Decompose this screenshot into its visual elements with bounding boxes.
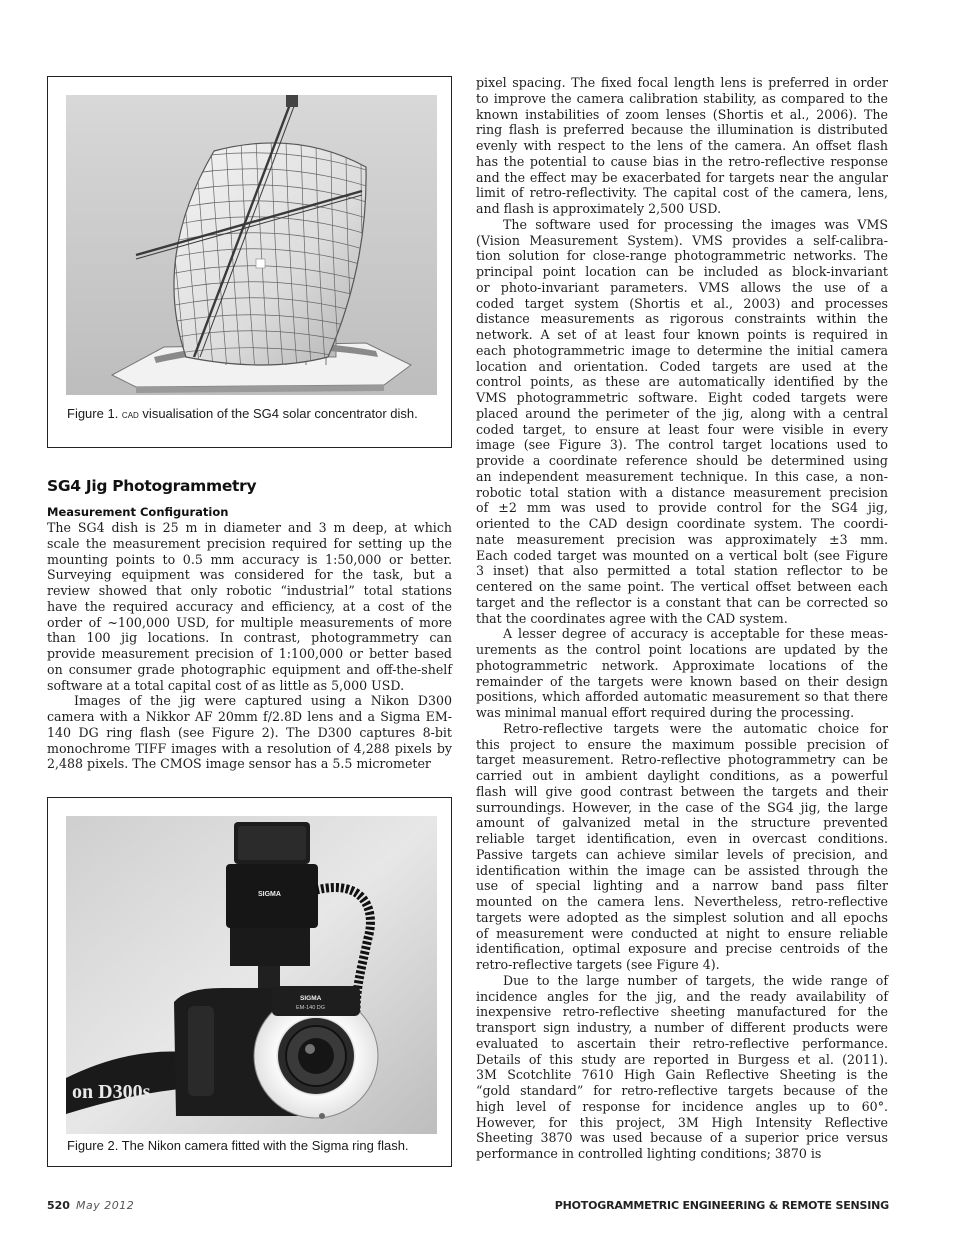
text-line: distance measurements as rigorous constraints within the bbox=[476, 311, 888, 327]
text-line: and the effect may be exacerbated for targets near the angular bbox=[476, 169, 888, 185]
figure-1 bbox=[47, 76, 452, 448]
text-line: principal point location can be included as block-invariant bbox=[476, 264, 888, 279]
text-line: flash will give good contrast between the targets and their bbox=[476, 783, 888, 799]
figure-1-image bbox=[66, 95, 437, 395]
text-line: However, for this project, 3M High Intensity Reflective bbox=[476, 1114, 888, 1130]
page-footer-left bbox=[47, 1199, 134, 1212]
text-line: each photogrammetric image to determine the initial camera bbox=[476, 342, 888, 358]
flash-brand-label: SIGMA bbox=[258, 891, 281, 898]
text-line: network. A set of at least four known points is required in bbox=[476, 327, 888, 342]
text-line: incidence angles for the jig, and the ready availability of bbox=[476, 988, 888, 1004]
text-line: carried out in ambient daylight conditions, as a powerful bbox=[476, 768, 888, 783]
text-line: this project to ensure the maximum possible precision of bbox=[476, 736, 888, 752]
figure-1-caption: Figure 1. cad visualisation of the SG4 solar concentrator dish. bbox=[67, 406, 418, 421]
text-line: camera with a Nikkor AF 20mm f/2.8D lens and a Sigma EM- bbox=[47, 709, 452, 724]
text-line: that the coordinates agree with the CAD system. bbox=[476, 610, 788, 626]
text-line: “gold standard” for retro-reflective targets because of the bbox=[476, 1083, 888, 1098]
text-line: nate measurement precision was approximately ±3 mm. bbox=[476, 531, 888, 547]
text-line: remainder of the targets were known based on their design bbox=[476, 673, 888, 689]
figure-2-image bbox=[66, 816, 437, 1134]
text-line: 3 inset) that also permitted a total station reflector to be bbox=[476, 563, 888, 579]
text-line: A lesser degree of accuracy is acceptable for these meas- bbox=[503, 626, 888, 642]
text-line: than 100 jig locations. In contrast, photogrammetry can bbox=[47, 630, 452, 646]
camera-photo bbox=[66, 816, 437, 1134]
text-line: control points, as these are automatically identified by the bbox=[476, 374, 888, 390]
text-line: targets were adopted as the simplest solution and all epochs bbox=[476, 909, 888, 925]
text-line: provide measurement precision of 1:100,000 or better based bbox=[47, 646, 452, 661]
figure-2 bbox=[47, 797, 452, 1167]
text-line: 2,488 pixels. The CMOS image sensor has a 5.5 micrometer bbox=[47, 756, 431, 772]
text-line: high level of response for incidence angles up to 60°. bbox=[476, 1098, 888, 1114]
text-line: review showed that only robotic “industrial” total stations bbox=[47, 583, 452, 598]
text-line: placed around the perimeter of the jig, along with a central bbox=[476, 405, 888, 421]
section-heading: SG4 Jig Photogrammetry bbox=[47, 477, 257, 495]
text-line: oriented to the CAD design coordinate system. The coordi- bbox=[476, 516, 888, 531]
text-line: Images of the jig were captured using a Nikon D300 bbox=[74, 693, 452, 709]
journal-name: PHOTOGRAMMETRIC ENGINEERING & REMOTE SENSING bbox=[554, 1199, 889, 1212]
text-line: The SG4 dish is 25 m in diameter and 3 m deep, at which bbox=[47, 520, 452, 535]
text-line: VMS photogrammetric software. Eight coded targets were bbox=[476, 390, 888, 405]
text-line: Due to the large number of targets, the wide range of bbox=[503, 972, 888, 988]
text-line: coded target system (Shortis et al., 2003) and processes bbox=[476, 295, 888, 311]
ring-flash-model-label: EM-140 DG bbox=[296, 1005, 326, 1011]
text-line: limit of retro-reflectivity. The capital cost of the camera, lens, bbox=[476, 185, 888, 201]
ring-flash-brand-label: SIGMA bbox=[300, 995, 322, 1002]
text-line: an independent measurement technique. In this case, a non- bbox=[476, 468, 888, 484]
text-line: inexpensive retro-reflective sheeting manufactured for the bbox=[476, 1004, 888, 1020]
text-line: location and orientation. Coded targets are used at the bbox=[476, 358, 888, 374]
figure-2-caption: Figure 2. The Nikon camera fitted with the Sigma ring flash. bbox=[67, 1138, 409, 1153]
right-column-text bbox=[476, 75, 888, 1162]
text-line: and flash is approximately 2,500 USD. bbox=[476, 201, 722, 216]
text-line: 3M Scotchlite 7610 High Gain Reflective Sheeting is the bbox=[476, 1067, 888, 1083]
text-line: has the potential to cause bias in the retro-reflective response bbox=[476, 153, 888, 169]
text-line: Surveying equipment was considered for the task, but a bbox=[47, 567, 452, 583]
text-line: amount of galvanized metal in the structure prevented bbox=[476, 815, 888, 831]
text-line: of measurement were conducted at night to ensure reliable bbox=[476, 925, 888, 941]
text-line: Retro-reflective targets were the automatic choice for bbox=[503, 720, 888, 736]
text-line: Details of this study are reported in Burgess et al. (2011). bbox=[476, 1051, 888, 1067]
text-line: mounted on the camera lens. Nevertheless, retro-reflective bbox=[476, 894, 888, 909]
text-line: target and the reflector is a constant that can be corrected so bbox=[476, 594, 888, 610]
text-line: to improve the camera calibration stability, as compared to the bbox=[476, 90, 888, 106]
text-line: reliable target identification, even in overcast conditions. bbox=[476, 831, 888, 846]
text-line: transport sign industry, a number of different products were bbox=[476, 1020, 888, 1035]
text-line: retro-reflective targets (see Figure 4). bbox=[476, 957, 720, 972]
text-line: on consumer grade photographic equipment and off-the-shelf bbox=[47, 661, 452, 677]
text-line: Each coded target was mounted on a vertical bolt (see Figure bbox=[476, 547, 888, 563]
text-line: tion solution for close-range photogrammetric networks. The bbox=[476, 248, 888, 264]
text-line: monochrome TIFF images with a resolution of 4,288 pixels by bbox=[47, 740, 452, 756]
text-line: centered on the same point. The vertical offset between each bbox=[476, 579, 888, 594]
text-line: evaluated to ascertain their retro-reflective performance. bbox=[476, 1035, 888, 1051]
text-line: (Vision Measurement System). VMS provides a self-calibra- bbox=[476, 232, 888, 248]
issue-date: May 2012 bbox=[75, 1199, 135, 1212]
text-line: coded target, to ensure at least four were visible in every bbox=[476, 421, 888, 437]
subsection-heading: Measurement Configuration bbox=[47, 505, 229, 519]
text-line: performance in controlled lighting conditions; 3870 is bbox=[476, 1146, 822, 1161]
text-line: evenly with respect to the lens of the camera. An offset flash bbox=[476, 138, 888, 153]
text-line: or photo-invariant parameters. VMS allows the use of a bbox=[476, 279, 888, 295]
text-line: robotic total station with a distance measurement precision bbox=[476, 484, 888, 500]
text-line: urements as the control point locations are updated by the bbox=[476, 642, 888, 657]
text-line: order of ~100,000 USD, for multiple measurements of more bbox=[47, 614, 452, 630]
text-line: The software used for processing the images was VMS bbox=[503, 216, 888, 232]
text-line: Passive targets can achieve similar levels of precision, and bbox=[476, 846, 888, 862]
page-number: 520 bbox=[47, 1199, 70, 1212]
text-line: photogrammetric network. Approximate locations of the bbox=[476, 657, 888, 673]
text-line: was minimal manual effort required during the processing. bbox=[476, 705, 855, 720]
text-line: pixel spacing. The fixed focal length lens is preferred in order bbox=[476, 75, 888, 90]
text-line: have the required accuracy and efficiency, at a cost of the bbox=[47, 598, 452, 614]
text-line: known instabilities of zoom lenses (Shortis et al., 2006). The bbox=[476, 106, 888, 122]
text-line: use of special lighting and a narrow band pass filter bbox=[476, 878, 888, 894]
text-line: Sheeting 3870 was used because of a superior price versus bbox=[476, 1130, 888, 1146]
left-column-text bbox=[47, 520, 452, 772]
text-line: ring flash is preferred because the illumination is distributed bbox=[476, 122, 888, 138]
text-line: mounting points to 0.5 mm accuracy is 1:50,000 or better. bbox=[47, 551, 452, 567]
text-line: positions, which afforded automatic measurement so that there bbox=[476, 689, 888, 705]
text-line: image (see Figure 3). The control target locations used to bbox=[476, 437, 888, 453]
text-line: software at a total capital cost of as little as 5,000 USD. bbox=[47, 677, 405, 693]
text-line: scale the measurement precision required for setting up the bbox=[47, 535, 452, 551]
solar-dish-render bbox=[66, 95, 437, 395]
text-line: 140 DG ring flash (see Figure 2). The D300 captures 8-bit bbox=[47, 724, 452, 740]
text-line: identification within the image can be assisted through the bbox=[476, 862, 888, 878]
text-line: identification, optimal exposure and precise centroids of the bbox=[476, 941, 888, 957]
text-line: of ±2 mm was used to provide control for the SG4 jig, bbox=[476, 500, 888, 516]
text-line: provide a coordinate reference should be determined using bbox=[476, 453, 888, 468]
text-line: target measurement. Retro-reflective photogrammetry can be bbox=[476, 752, 888, 768]
strap-label: on D300s bbox=[72, 1081, 151, 1103]
text-line: surroundings. However, in the case of the SG4 jig, the large bbox=[476, 799, 888, 815]
